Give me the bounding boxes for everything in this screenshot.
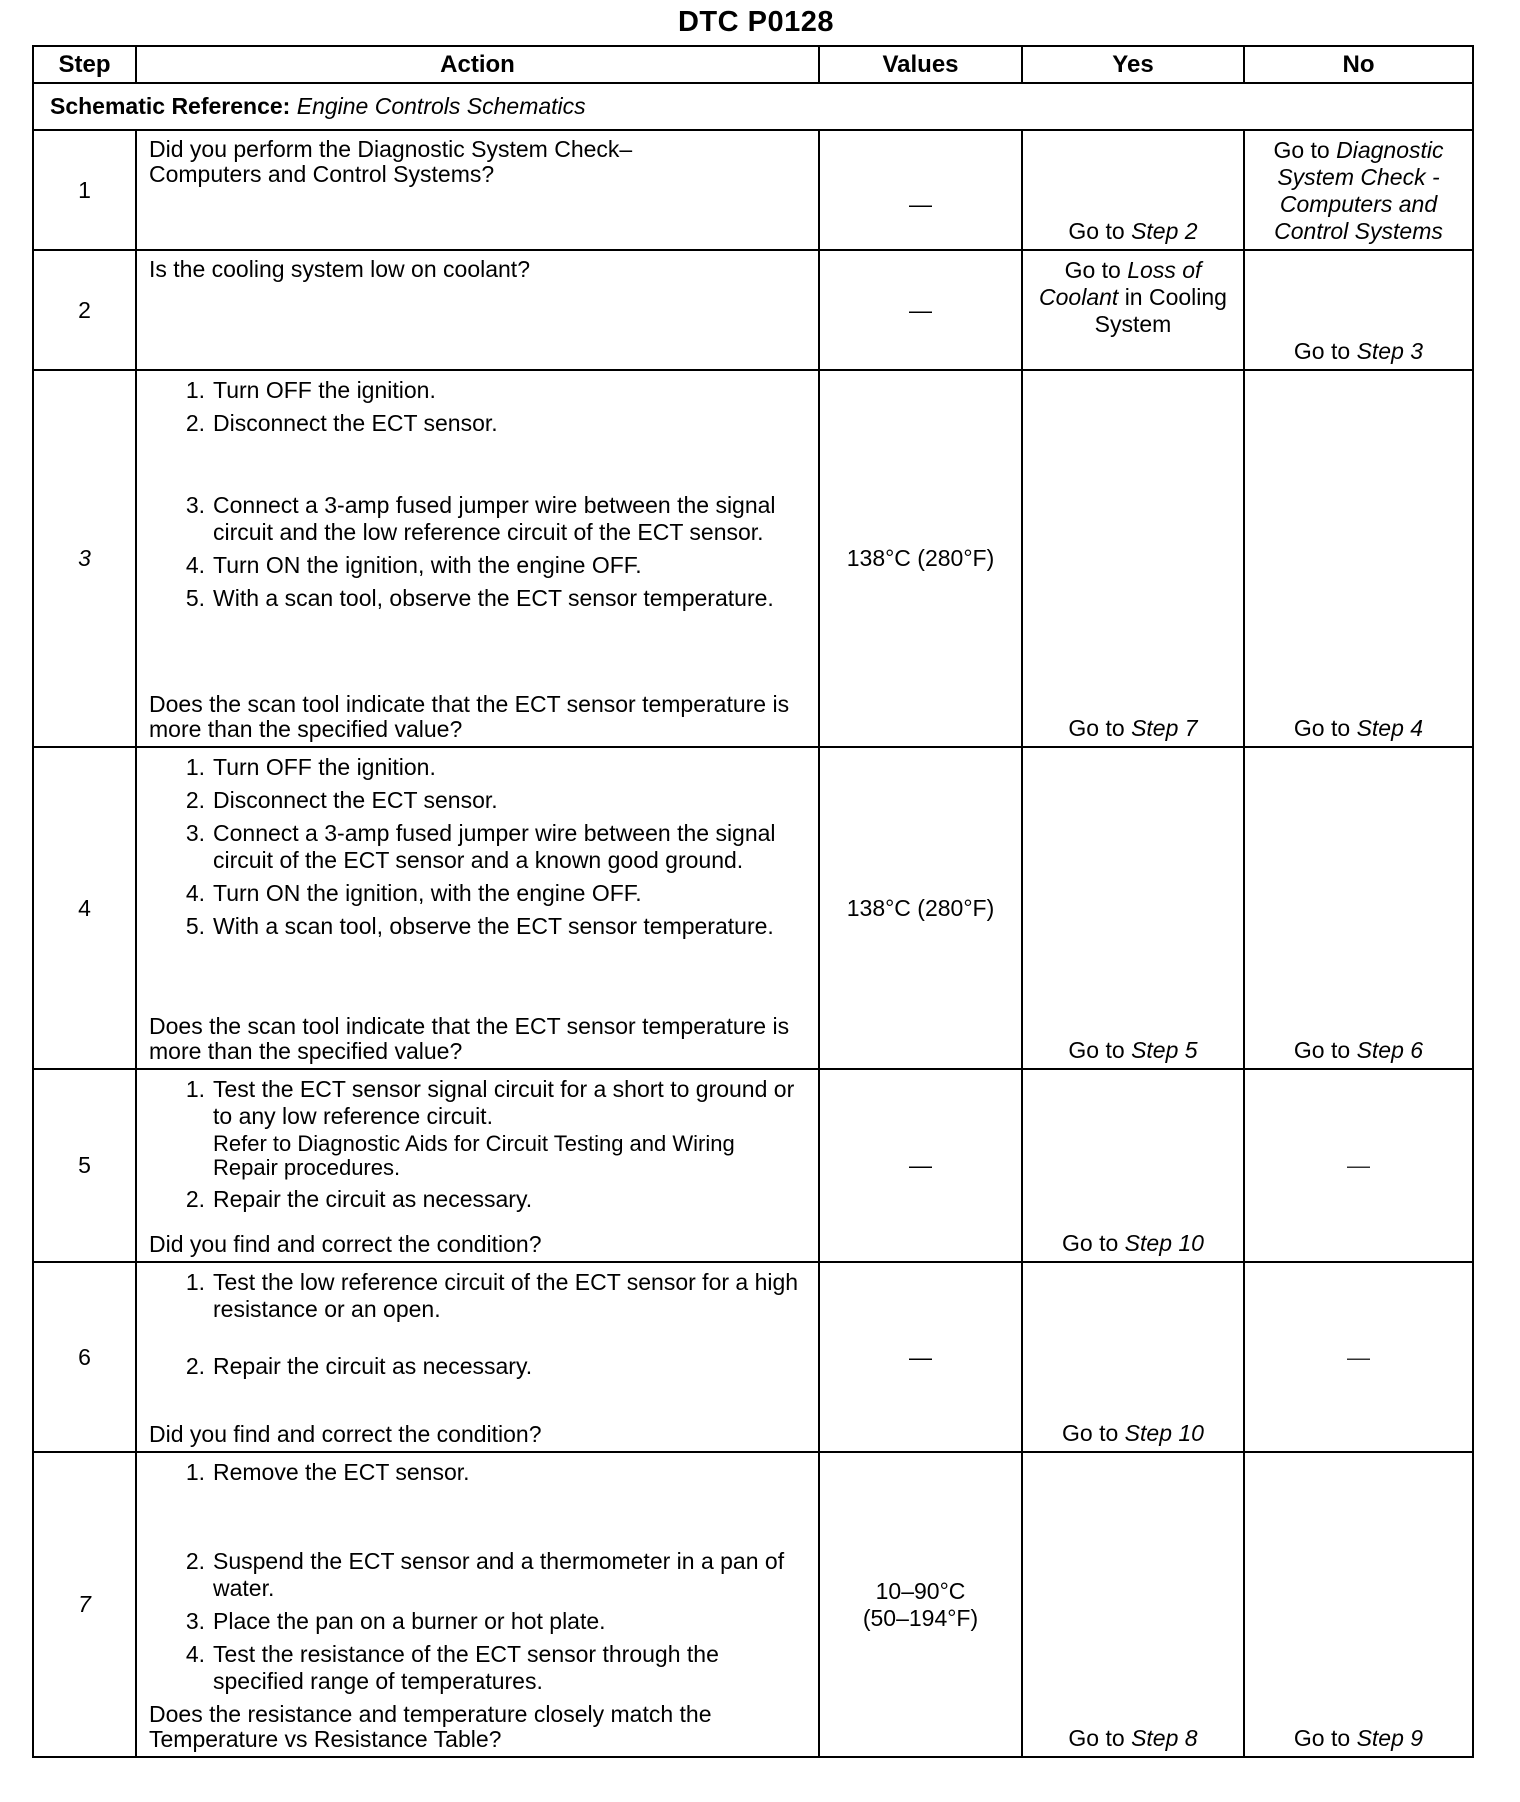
step-number: 1 xyxy=(33,130,136,250)
step-number: 7 xyxy=(33,1452,136,1757)
goto-link[interactable]: Loss of Coolant xyxy=(1039,257,1202,310)
action-steps xyxy=(149,1269,804,1386)
no-cell xyxy=(1244,370,1473,747)
goto-text: Go to xyxy=(1273,137,1330,163)
header-step: Step xyxy=(33,46,136,83)
goto-text: Go to xyxy=(1293,1037,1351,1063)
values-cell xyxy=(819,250,1022,370)
action-cell xyxy=(136,1452,819,1757)
no-cell xyxy=(1244,250,1473,370)
list-item: 2. Disconnect the ECT sensor. xyxy=(185,410,498,436)
step-number: 2 xyxy=(33,250,136,370)
no-cell xyxy=(1244,1452,1473,1757)
table-row xyxy=(33,1262,1473,1452)
action-cell xyxy=(136,370,819,747)
goto-suffix: in Cooling System xyxy=(1094,284,1227,337)
action-question: Did you find and correct the condition? xyxy=(149,1231,542,1257)
table-row xyxy=(33,1069,1473,1262)
yes-cell xyxy=(1022,1452,1244,1757)
action-cell xyxy=(136,250,819,370)
step-number: 3 xyxy=(33,370,136,747)
values-cell: 138°C (280°F) xyxy=(819,370,1022,747)
values-cell xyxy=(819,1452,1022,1757)
goto-link[interactable]: Step 7 xyxy=(1131,715,1198,741)
table-row xyxy=(33,130,1473,250)
values-cell: — xyxy=(819,130,1022,250)
goto-link[interactable]: Step 5 xyxy=(1131,1037,1198,1063)
goto-link[interactable]: Step 10 xyxy=(1124,1230,1204,1256)
table-row xyxy=(33,250,1473,370)
no-cell: — xyxy=(1244,1262,1473,1452)
list-item: 2. Repair the circuit as necessary. xyxy=(185,1353,533,1379)
page-title: DTC P0128 xyxy=(677,6,834,38)
header-row xyxy=(33,46,1473,83)
values-line: 10–90°C xyxy=(875,1577,966,1604)
note-text: Refer to Diagnostic Aids for Circuit Testing and Wiring Repair procedures. xyxy=(213,1131,735,1180)
yes-cell xyxy=(1022,130,1244,250)
yes-cell xyxy=(1022,370,1244,747)
list-item: 4. Turn ON the ignition, with the engine OFF. xyxy=(185,552,642,578)
yes-cell xyxy=(1022,747,1244,1069)
action-question: Does the scan tool indicate that the ECT sensor temperature is more than the specified value? xyxy=(149,691,790,742)
step-number: 6 xyxy=(33,1262,136,1452)
goto-text: Go to xyxy=(1062,1420,1119,1446)
values-cell: — xyxy=(819,1069,1022,1262)
list-item: 1. Test the ECT sensor signal circuit for a short to ground or to any low reference circuit. Refer to Diagnostic Aids for Circuit Testing and Wiring Repair procedures. xyxy=(149,1076,804,1180)
schematic-row xyxy=(33,83,1473,130)
goto-text: Go to xyxy=(1293,1725,1351,1751)
list-item: 5. With a scan tool, observe the ECT sensor temperature. xyxy=(185,913,774,939)
goto-text: Go to xyxy=(1068,1037,1125,1063)
list-item: 1. Turn OFF the ignition. xyxy=(185,377,436,403)
action-steps xyxy=(149,1076,804,1219)
goto-link[interactable]: Step 4 xyxy=(1356,715,1424,741)
goto-text: Go to xyxy=(1293,715,1351,741)
values-cell: 138°C (280°F) xyxy=(819,747,1022,1069)
goto-link[interactable]: Step 10 xyxy=(1124,1420,1204,1446)
goto-text: Go to xyxy=(1062,1230,1119,1256)
values-cell: — xyxy=(819,1262,1022,1452)
goto-link[interactable]: Step 9 xyxy=(1356,1725,1424,1751)
schematic-link[interactable]: Engine Controls Schematics xyxy=(296,93,586,119)
table-row xyxy=(33,370,1473,747)
list-item: 3. Connect a 3-amp fused jumper wire between the signal circuit of the ECT sensor and a known good ground. xyxy=(185,820,776,873)
action-steps xyxy=(149,754,804,946)
yes-cell xyxy=(1022,250,1244,370)
table-row xyxy=(33,747,1473,1069)
list-item: 1. Test the low reference circuit of the ECT sensor for a high resistance or an open. xyxy=(185,1269,799,1322)
dash-mark: — xyxy=(909,296,932,323)
action-cell xyxy=(136,1069,819,1262)
list-item: 2. Repair the circuit as necessary. xyxy=(185,1186,533,1212)
header-values: Values xyxy=(819,46,1022,83)
list-item: 1. Remove the ECT sensor. xyxy=(185,1459,470,1485)
goto-text: Go to xyxy=(1293,338,1351,364)
action-question: Is the cooling system low on coolant? xyxy=(149,256,530,282)
goto-link[interactable]: Step 8 xyxy=(1131,1725,1198,1751)
action-cell xyxy=(136,130,819,250)
goto-link[interactable]: Step 2 xyxy=(1131,218,1198,244)
yes-cell xyxy=(1022,1069,1244,1262)
action-cell xyxy=(136,747,819,1069)
action-question: Did you perform the Diagnostic System Check–Computers and Control Systems? xyxy=(149,136,633,187)
list-item: 4. Test the resistance of the ECT sensor through the specified range of temperatures. xyxy=(185,1641,719,1694)
no-cell xyxy=(1244,747,1473,1069)
header-action: Action xyxy=(136,46,819,83)
schematic-label: Schematic Reference: xyxy=(50,93,291,119)
list-item: 5. With a scan tool, observe the ECT sensor temperature. xyxy=(185,585,774,611)
goto-text: Go to xyxy=(1068,715,1125,741)
action-cell xyxy=(136,1262,819,1452)
list-item: 4. Turn ON the ignition, with the engine OFF. xyxy=(185,880,642,906)
yes-cell xyxy=(1022,1262,1244,1452)
header-no: No xyxy=(1244,46,1473,83)
header-yes: Yes xyxy=(1022,46,1244,83)
diagnostic-table xyxy=(32,45,1474,1758)
goto-text: Go to xyxy=(1068,218,1125,244)
list-item: 3. Place the pan on a burner or hot plate. xyxy=(185,1608,606,1634)
goto-link[interactable]: Diagnostic System Check - Computers and Control Systems xyxy=(1274,137,1444,244)
step-number: 5 xyxy=(33,1069,136,1262)
action-steps xyxy=(149,377,804,618)
schematic-reference xyxy=(33,83,1473,130)
action-question: Did you find and correct the condition? xyxy=(149,1421,542,1447)
list-item: 3. Connect a 3-amp fused jumper wire between the signal circuit and the low reference circuit of the ECT sensor. xyxy=(185,492,776,545)
step-number: 4 xyxy=(33,747,136,1069)
values-line: (50–194°F) xyxy=(862,1604,979,1631)
goto-text: Go to xyxy=(1064,257,1121,283)
goto-link[interactable]: Step 6 xyxy=(1356,1037,1424,1063)
table-row xyxy=(33,1452,1473,1757)
action-question: Does the scan tool indicate that the ECT sensor temperature is more than the specified value? xyxy=(149,1013,790,1064)
list-item: 2. Disconnect the ECT sensor. xyxy=(185,787,498,813)
no-cell xyxy=(1244,130,1473,250)
goto-link[interactable]: Step 3 xyxy=(1356,338,1424,364)
action-steps xyxy=(149,1459,804,1701)
goto-text: Go to xyxy=(1068,1725,1125,1751)
list-item: 2. Suspend the ECT sensor and a thermometer in a pan of water. xyxy=(185,1548,785,1601)
list-item: 1. Turn OFF the ignition. xyxy=(185,754,436,780)
no-cell: — xyxy=(1244,1069,1473,1262)
action-question: Does the resistance and temperature closely match the Temperature vs Resistance Table? xyxy=(149,1701,712,1752)
